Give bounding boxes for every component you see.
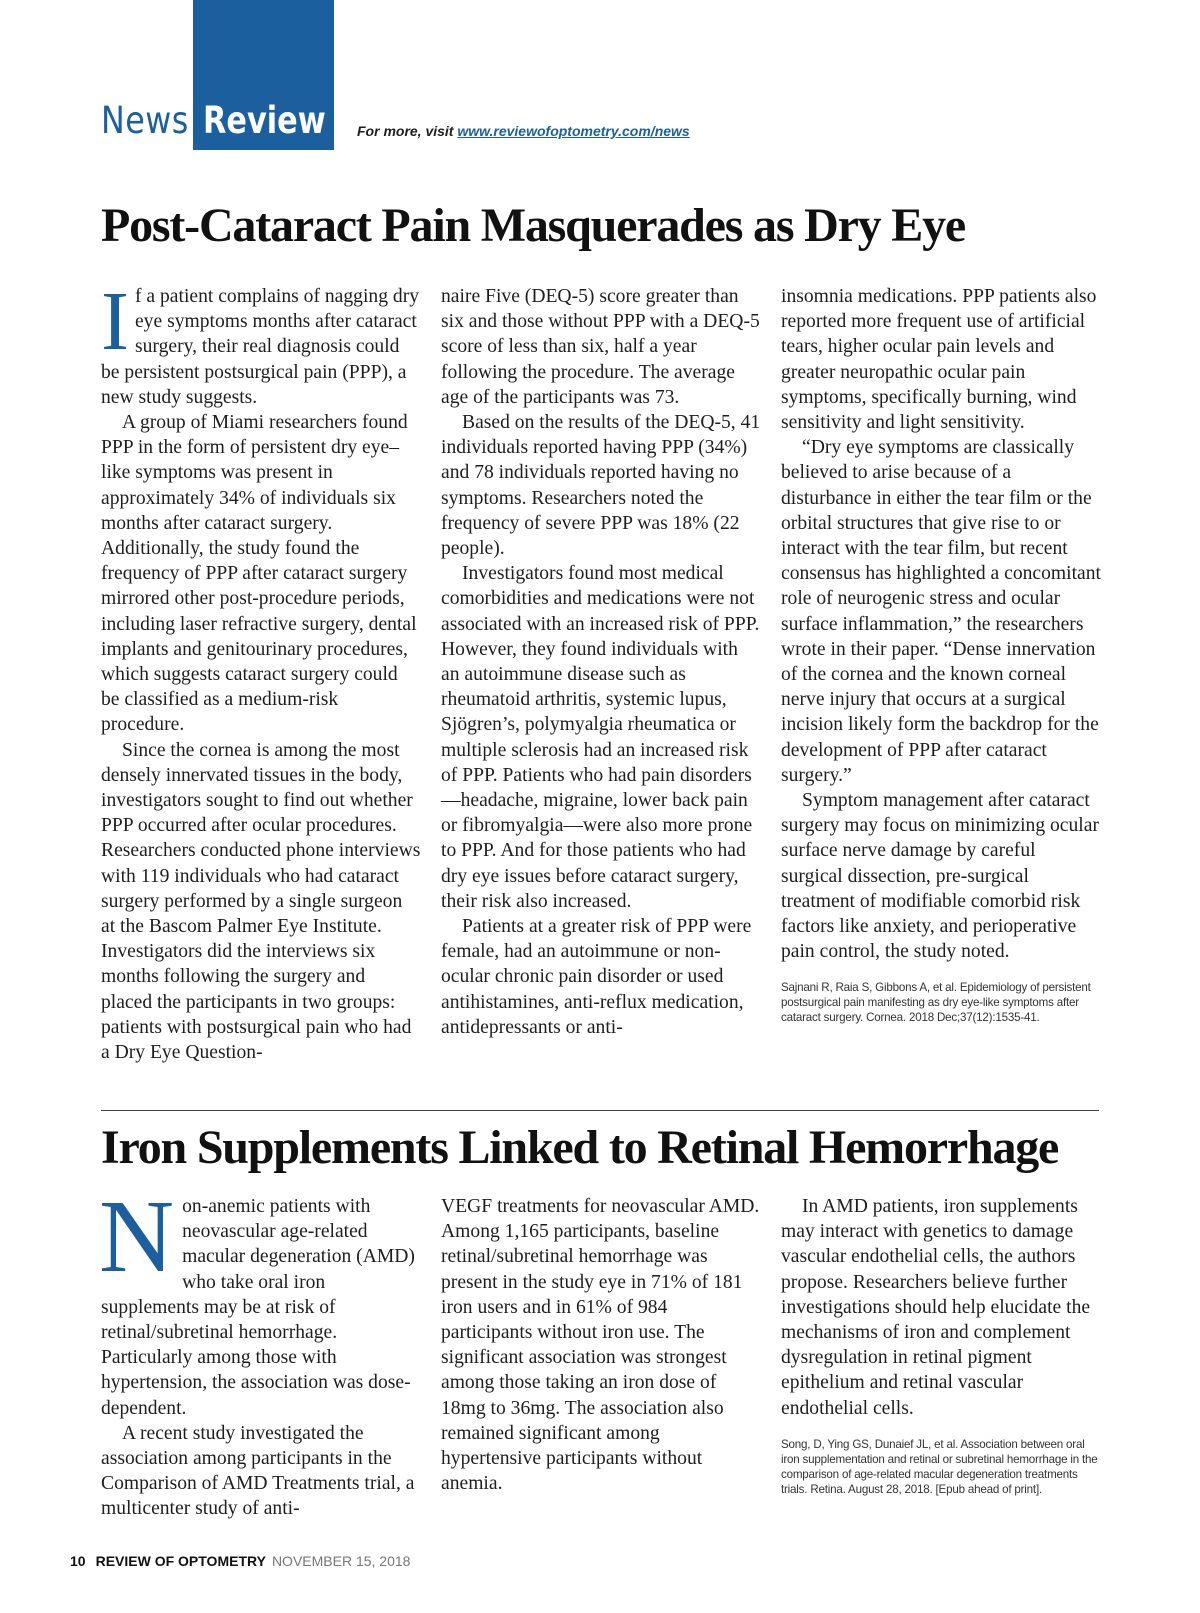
article1-headline: Post-Cataract Pain Masquerades as Dry Eye: [101, 199, 965, 252]
article1-paragraph: Symptom management after cataract surgery may focus on minimizing ocular surface nerve damage by careful surgical dissection, pre-surgical treatment of modifiable comorbid risk factors like anxiety, and perioperative pain control, the study noted.: [781, 790, 1099, 963]
article2-headline: Iron Supplements Linked to Retinal Hemorrhage: [101, 1121, 1059, 1174]
article2-column-2: [441, 1194, 761, 1496]
article1-paragraph: insomnia medications. PPP patients also reported more frequent use of artificial tears, higher ocular pain levels and greater neuropathic ocular pain symptoms, specifically burning, wind sensitivity and light sensitivity.: [781, 286, 1097, 434]
news-url-link[interactable]: www.reviewofoptometry.com/news: [457, 123, 690, 139]
section-label-review: Review: [203, 99, 326, 142]
article1-citation: Sajnani R, Raia S, Gibbons A, et al. Epidemiology of persistent postsurgical pain manifesting as dry eye-like symptoms after cataract surgery. Cornea. 2018 Dec;37(12):1535-41.: [781, 981, 1091, 1025]
article1-paragraph: Investigators found most medical comorbidities and medications were not associated with an increased risk of PPP. However, they found individuals with an autoimmune disease such as rheumatoid arthritis, systemic lupus, Sjögren’s, polymyalgia rheumatica or multiple sclerosis had an increased risk of PPP. Patients who had pain disorders—headache, migraine, lower back pain or fibromyalgia—were also more prone to PPP. And for those patients who had dry eye issues before cataract surgery, their risk also increased.: [441, 563, 760, 912]
article2-column-3: [781, 1194, 1101, 1497]
magazine-name: REVIEW OF OPTOMETRY: [95, 1553, 266, 1569]
article2-paragraph: Non-anemic patients with neovascular age-related macular degeneration (AMD) who take oral iron supplements may be at risk of retinal/subretinal hemorrhage. Particularly among those with hypertension, the association was dose-dependent.: [99, 1179, 415, 1419]
section-label-news: News: [101, 99, 189, 142]
article1-column-1: [101, 275, 421, 1065]
article2-citation: Song, D, Ying GS, Dunaief JL, et al. Association between oral iron supplementation and retinal or subretinal hemorrhage in the comparison of age-related macular degeneration treatments trials. Retina. August 28, 2018. [Epub ahead of print].: [781, 1437, 1098, 1496]
issue-date: NOVEMBER 15, 2018: [271, 1553, 411, 1569]
more-info-prefix: For more, visit: [357, 123, 458, 139]
article1-column-3: [781, 284, 1101, 1025]
article1-dropcap: I: [101, 275, 129, 368]
article1-paragraph: Since the cornea is among the most densely innervated tissues in the body, investigators sought to find out whether PPP occurred after ocular procedures. Researchers conducted phone interviews with 119 individuals who had cataract surgery performed by a single surgeon at the Bascom Palmer Eye Institute. Investigators did the interviews six months following the surgery and placed the participants in two groups: patients with postsurgical pain who had a Dry Eye Question-: [101, 739, 421, 1064]
article2-paragraph: VEGF treatments for neovascular AMD. Among 1,165 participants, baseline retinal/subretinal hemorrhage was present in the study eye in 71% of 181 iron users and in 61% of 984 participants without iron use. The significant association was strongest among those taking an iron dose of 18mg to 36mg. The association also remained significant among hypertensive participants without anemia.: [441, 1196, 760, 1495]
article1-paragraph: Based on the results of the DEQ-5, 41 individuals reported having PPP (34%) and 78 individuals reported having no symptoms. Researchers noted the frequency of severe PPP was 18% (22 people).: [441, 412, 761, 560]
page-number: 10: [70, 1553, 86, 1569]
article1-paragraph: Patients at a greater risk of PPP were female, had an autoimmune or non-ocular chronic pain disorder or used antihistamines, anti-reflux medication, antidepressants or anti-: [441, 916, 752, 1038]
article1-column-2: [441, 284, 761, 1040]
article2-paragraph: A recent study investigated the association among participants in the Comparison of AMD Treatments trial, a multicenter study of anti-: [101, 1422, 415, 1520]
page-footer: [70, 1553, 410, 1569]
article1-paragraph: If a patient complains of nagging dry eye symptoms months after cataract surgery, their real diagnosis could be persistent postsurgical pain (PPP), a new study suggests.: [101, 275, 420, 408]
more-info-line: [357, 123, 690, 139]
article2-column-1: [99, 1179, 421, 1522]
article1-paragraph: naire Five (DEQ-5) score greater than six and those without PPP with a DEQ-5 score of less than six, half a year following the procedure. The average age of the participants was 73.: [441, 286, 760, 408]
article1-paragraph: A group of Miami researchers found PPP in the form of persistent dry eye–like symptoms was present in approximately 34% of individuals six months after cataract surgery. Additionally, the study found the frequency of PPP after cataract surgery mirrored other post-procedure periods, including laser refractive surgery, dental implants and genitourinary procedures, which suggests cataract surgery could be classified as a medium-risk procedure.: [101, 412, 417, 736]
article-divider: [101, 1110, 1099, 1111]
article2-paragraph: In AMD patients, iron supplements may interact with genetics to damage vascular endothelial cells, the authors propose. Researchers believe further investigations should help elucidate the mechanisms of iron and complement dysregulation in retinal pigment epithelium and retinal vascular endothelial cells.: [781, 1196, 1091, 1419]
article1-paragraph: “Dry eye symptoms are classically believed to arise because of a disturbance in either the tear film or the orbital structures that give rise to or interact with the tear film, but recent consensus has highlighted a concomitant role of neurogenic stress and ocular surface inflammation,” the researchers wrote in their paper. “Dense innervation of the cornea and the known corneal nerve injury that occurs at a surgical incision likely form the backdrop for the development of PPP after cataract surgery.”: [781, 437, 1101, 786]
article2-dropcap: N: [99, 1179, 175, 1294]
